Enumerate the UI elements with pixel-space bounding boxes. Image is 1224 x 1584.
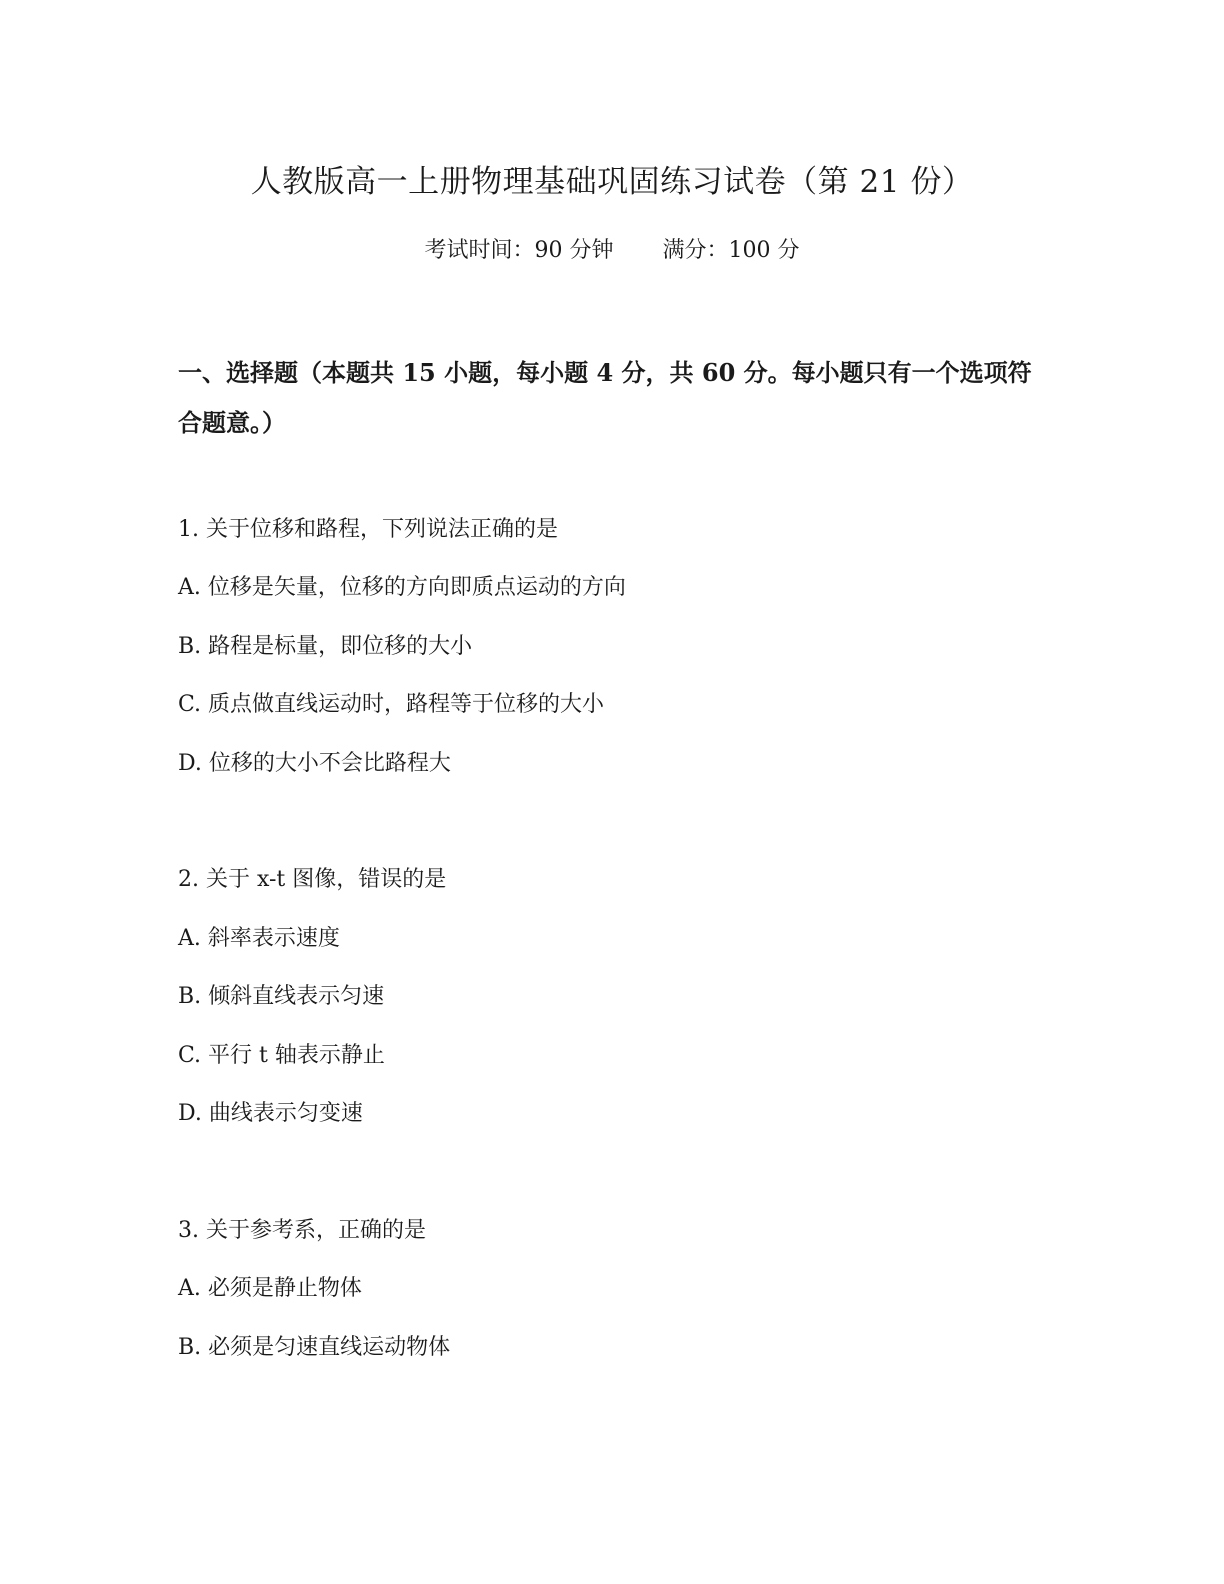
question-2-option-c: C. 平行 t 轴表示静止 [178, 1043, 385, 1068]
question-2-option-b: B. 倾斜直线表示匀速 [178, 984, 385, 1009]
question-1-option-b: B. 路程是标量，即位移的大小 [178, 634, 473, 659]
question-1-option-d: D. 位移的大小不会比路程大 [178, 751, 451, 776]
question-1-option-a: A. 位移是矢量，位移的方向即质点运动的方向 [178, 575, 626, 600]
section-heading: 一、选择题（本题共 15 小题，每小题 4 分，共 60 分。每小题只有一个选项符合题意。） [178, 358, 1032, 437]
question-3-stem: 3. 关于参考系，正确的是 [178, 1218, 426, 1243]
question-1-stem: 1. 关于位移和路程，下列说法正确的是 [178, 517, 558, 542]
question-2-option-d: D. 曲线表示匀变速 [178, 1101, 363, 1126]
question-2-stem: 2. 关于 x-t 图像，错误的是 [178, 867, 447, 892]
question-3-option-b: B. 必须是匀速直线运动物体 [178, 1335, 451, 1360]
question-3-option-a: A. 必须是静止物体 [178, 1276, 362, 1301]
exam-info: 考试时间：90 分钟 满分：100 分 [424, 238, 800, 263]
page-title: 人教版高一上册物理基础巩固练习试卷（第 21 份） [250, 164, 974, 200]
question-2-option-a: A. 斜率表示速度 [178, 926, 340, 951]
question-1-option-c: C. 质点做直线运动时，路程等于位移的大小 [178, 692, 605, 717]
